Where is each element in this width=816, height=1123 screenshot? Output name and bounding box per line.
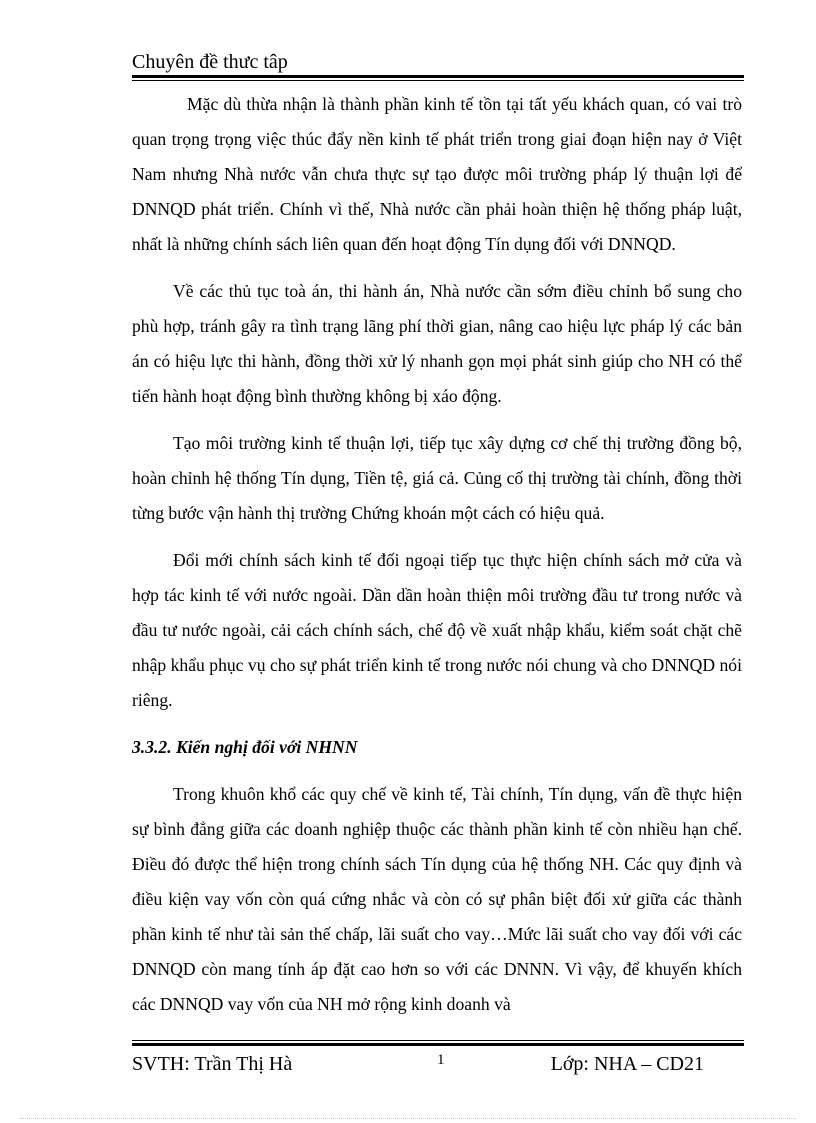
page-boundary: [20, 1118, 796, 1119]
paragraph-credit-regulations: Trong khuôn khổ các quy chế về kinh tế, Tài chính, Tín dụng, vấn đề thực hiện sự bình đẳng giữa các doanh nghiệp thuộc các thành phần kinh tế còn nhiều hạn chế. Điều đó được thể hiện trong chính sách Tín dụng của hệ thống NH. Các quy định và điều kiện vay vốn còn quá cứng nhắc và còn có sự phân biệt đối xử giữa các thành phần kinh tế như tài sản thế chấp, lãi suất cho vay…Mức lãi suất cho vay đối với các DNNQD còn mang tính áp đặt cao hơn so với các DNNN. Vì vậy, để khuyến khích các DNNQD vay vốn của NH mở rộng kinh doanh và: [132, 784, 742, 1014]
header-rule-thin: [132, 80, 744, 81]
footer-row: [132, 1050, 744, 1078]
header-title: Chuyên đề thưc tâp: [132, 51, 288, 73]
footer-page-number: 1: [437, 1052, 445, 1068]
paragraph-legal-environment: Mặc dù thừa nhận là thành phần kinh tế tồn tại tất yếu khách quan, có vai trò quan trọng trọng việc thúc đẩy nền kinh tế phát triển trong giai đoạn hiện nay ở Việt Nam nhưng Nhà nước vẫn chưa thực sự tạo được môi trường pháp lý thuận lợi để DNNQD phát triển. Chính vì thế, Nhà nước cần phải hoàn thiện hệ thống pháp luật, nhất là những chính sách liên quan đến hoạt động Tín dụng đối với DNNQD.: [132, 94, 742, 254]
paragraph-court-procedures: Về các thủ tục toà án, thi hành án, Nhà nước cần sớm điều chỉnh bổ sung cho phù hợp, tránh gây ra tình trạng lãng phí thời gian, nâng cao hiệu lực pháp lý các bản án có hiệu lực thi hành, đồng thời xử lý nhanh gọn mọi phát sinh giúp cho NH có thể tiến hành hoạt động bình thường không bị xáo động.: [132, 281, 742, 406]
page-header: [132, 50, 744, 81]
paragraph-economic-environment: Tạo môi trường kinh tế thuận lợi, tiếp tục xây dựng cơ chế thị trường đồng bộ, hoàn chỉnh hệ thống Tín dụng, Tiền tệ, giá cả. Củng cố thị trường tài chính, đồng thời từng bước vận hành thị trường Chứng khoán một cách có hiệu quả.: [132, 433, 742, 523]
footer-class: Lớp: NHA – CD21: [550, 1053, 704, 1075]
paragraph-foreign-policy: Đổi mới chính sách kinh tế đối ngoại tiếp tục thực hiện chính sách mở cửa và hợp tác kinh tế với nước ngoài. Dần dần hoàn thiện môi trường đầu tư trong nước và đầu tư nước ngoài, cải cách chính sách, chế độ về xuất nhập khẩu, kiểm soát chặt chẽ nhập khẩu phục vụ cho sự phát triển kinh tế trong nước nói chung và cho DNNQD nói riêng.: [132, 550, 742, 710]
document-body: [132, 87, 742, 1034]
header-rule-thick: [132, 75, 744, 78]
page-footer: [132, 1040, 744, 1078]
footer-rule-thin: [132, 1040, 744, 1041]
section-heading: 3.3.2. Kiến nghị đối với NHNN: [132, 737, 358, 757]
footer-student-name: SVTH: Trần Thị Hà: [132, 1053, 293, 1075]
